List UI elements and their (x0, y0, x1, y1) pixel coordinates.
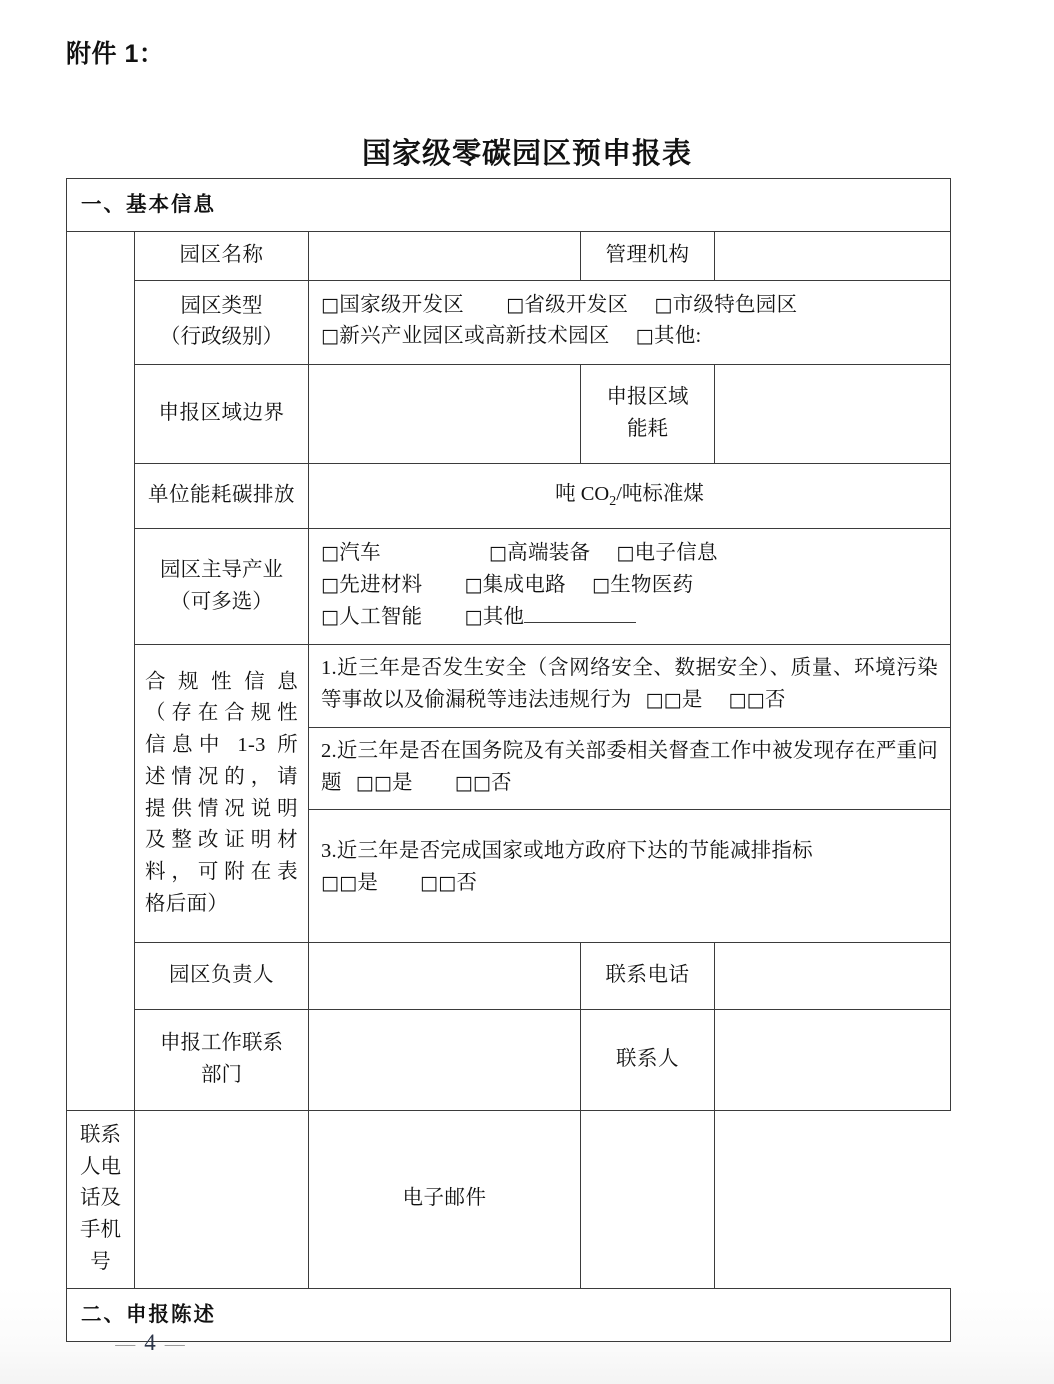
question-3-number: 3. (321, 840, 337, 863)
checkbox-park-type-other[interactable]: □ (635, 325, 654, 348)
table-row (67, 942, 951, 1009)
field-label-email: 电子邮件 (309, 1110, 581, 1288)
page-number (0, 1330, 300, 1356)
question-1-text: 近三年是否发生安全（含网络安全、数据安全）、质量、环境污染等事故以及偷漏税等违法违规行为 (321, 657, 938, 712)
table-row (67, 1110, 951, 1288)
unit-carbon-value-prefix: 吨 CO (555, 483, 610, 506)
field-label-park-leader: 园区负责人 (135, 942, 309, 1009)
input-admin-org[interactable] (715, 231, 951, 280)
option-label-park-type-national: 国家级开发区 (339, 293, 465, 316)
page-number-dash-right: — (164, 1333, 185, 1355)
field-label-area-boundary: 申报区域边界 (135, 365, 309, 464)
option-label-industry-electronic-info: 电子信息 (634, 542, 718, 565)
park-type-options-row2 (321, 321, 938, 353)
checkbox-q3-yes-a[interactable]: □ (321, 872, 340, 895)
table-row (67, 464, 951, 529)
lead-industry-options-row1 (321, 538, 938, 570)
lead-industry-options-row3 (321, 602, 938, 634)
input-email[interactable] (581, 1110, 715, 1288)
option-label-industry-integrated-circuit: 集成电路 (482, 573, 566, 596)
checkbox-q3-no-a[interactable]: □ (420, 872, 439, 895)
checkbox-q2-no-b[interactable]: □ (472, 771, 492, 794)
page-title: 国家级零碳园区预申报表 (361, 138, 692, 170)
checkbox-q2-no-a[interactable]: □ (454, 771, 473, 794)
checkbox-q1-yes-b[interactable]: □ (663, 689, 682, 712)
question-3-line2 (321, 868, 938, 900)
park-type-options-row1 (321, 290, 938, 322)
checkbox-q3-yes-b[interactable]: □ (339, 872, 358, 895)
compliance-label-line: （存在合规性 (145, 702, 298, 725)
option-label-industry-high-end-equipment: 高端装备 (507, 542, 591, 565)
page-number-value: 4 (144, 1330, 156, 1355)
checkbox-industry-other[interactable]: □ (464, 605, 483, 628)
lead-industry-options (309, 529, 951, 645)
checkbox-industry-ai[interactable]: □ (321, 605, 340, 628)
question-1-no-label: 否 (764, 689, 786, 712)
input-industry-other[interactable] (524, 605, 636, 623)
table-row (67, 1009, 951, 1110)
field-label-contact-tel (67, 1110, 135, 1288)
compliance-question-2 (309, 727, 951, 810)
input-area-boundary[interactable] (309, 365, 581, 464)
input-contact-person[interactable] (715, 1009, 951, 1110)
compliance-label-line: 及整改证明材 (145, 829, 298, 852)
option-label-industry-advanced-materials: 先进材料 (339, 573, 423, 596)
question-2-no-label: 否 (491, 771, 512, 794)
input-park-leader[interactable] (309, 942, 581, 1009)
checkbox-industry-automobile[interactable]: □ (321, 542, 340, 565)
field-label-area-energy (581, 365, 715, 464)
checkbox-park-type-emerging[interactable]: □ (321, 325, 340, 348)
left-spacer-cell (67, 231, 135, 1110)
unit-carbon-value-suffix: /吨标准煤 (616, 483, 704, 506)
field-label-park-type (135, 280, 309, 365)
section-heading-statement: 二、申报陈述 (67, 1288, 951, 1341)
question-2-number: 2. (321, 739, 337, 762)
input-contact-tel[interactable] (135, 1110, 309, 1288)
lead-industry-options-row2 (321, 570, 938, 602)
option-label-park-type-provincial: 省级开发区 (524, 293, 629, 316)
field-label-declare-dept-line1: 申报工作联系 (160, 1032, 283, 1055)
question-2-text: 近三年是否在国务院及有关部委相关督查工作中被发现存在严重问题 (321, 739, 938, 794)
option-label-industry-biomedicine: 生物医药 (610, 573, 694, 596)
checkbox-q2-yes-a[interactable]: □ (355, 771, 374, 794)
field-label-lead-industry-line2: （可多选） (170, 590, 273, 613)
option-label-industry-other: 其他 (482, 605, 525, 628)
field-label-compliance (135, 645, 309, 943)
option-label-park-type-emerging: 新兴产业园区或高新技术园区 (339, 325, 610, 348)
field-label-declare-dept-line2: 部门 (201, 1063, 242, 1086)
compliance-label-line: 述情况的，请 (145, 765, 298, 788)
field-label-contact-tel-line1: 联系人电话及 (80, 1123, 121, 1210)
question-3-yes-label: 是 (357, 872, 379, 895)
field-label-park-name: 园区名称 (135, 231, 309, 280)
compliance-question-1 (309, 645, 951, 728)
checkbox-industry-biomedicine[interactable]: □ (591, 573, 611, 596)
field-label-contact-phone: 联系电话 (581, 942, 715, 1009)
compliance-label-line: 料，可附在表 (145, 861, 298, 884)
table-row (67, 231, 951, 280)
field-label-area-energy-line2: 能耗 (627, 418, 668, 441)
unit-carbon-value-subscript: 2 (609, 494, 617, 510)
checkbox-park-type-municipal[interactable]: □ (654, 293, 673, 316)
table-row (67, 179, 951, 232)
field-label-park-type-line1: 园区类型 (180, 294, 263, 317)
field-label-lead-industry-line1: 园区主导产业 (160, 558, 283, 581)
compliance-label-line: 格后面） (145, 892, 229, 915)
checkbox-q3-no-b[interactable]: □ (438, 872, 457, 895)
table-row (67, 365, 951, 464)
question-3-line1 (321, 836, 938, 868)
form-table (66, 178, 951, 1342)
attachment-label: 附件 1： (66, 40, 165, 68)
table-row (67, 645, 951, 728)
input-contact-phone[interactable] (715, 942, 951, 1009)
option-label-park-type-other: 其他: (653, 325, 702, 348)
question-1-yes-label: 是 (681, 689, 703, 712)
checkbox-park-type-national[interactable]: □ (321, 293, 340, 316)
checkbox-q1-no-b[interactable]: □ (746, 689, 765, 712)
compliance-label-line: 合规性信息 (145, 670, 298, 693)
question-3-text: 近三年是否完成国家或地方政府下达的节能减排指标 (336, 840, 813, 863)
option-label-industry-automobile: 汽车 (339, 542, 381, 565)
field-label-contact-tel-line2: 手机号 (80, 1219, 121, 1274)
compliance-label-line: 提供情况说明 (145, 797, 298, 820)
input-area-energy[interactable] (715, 365, 951, 464)
page-number-dash-left: — (115, 1333, 136, 1355)
checkbox-industry-integrated-circuit[interactable]: □ (464, 573, 483, 596)
field-label-unit-carbon: 单位能耗碳排放 (135, 464, 309, 529)
checkbox-industry-high-end-equipment[interactable]: □ (488, 542, 508, 565)
checkbox-q1-no-a[interactable]: □ (728, 689, 747, 712)
field-label-admin-org: 管理机构 (581, 231, 715, 280)
park-type-options (309, 280, 951, 365)
field-label-declare-dept (135, 1009, 309, 1110)
input-park-name[interactable] (309, 231, 581, 280)
field-label-park-type-line2: （行政级别） (160, 326, 283, 349)
option-label-park-type-municipal: 市级特色园区 (672, 293, 798, 316)
field-label-area-energy-line1: 申报区域 (606, 386, 689, 409)
field-label-contact-person: 联系人 (581, 1009, 715, 1110)
question-3-no-label: 否 (456, 872, 478, 895)
table-row (67, 529, 951, 645)
option-label-industry-ai: 人工智能 (339, 605, 423, 628)
checkbox-park-type-provincial[interactable]: □ (506, 293, 525, 316)
compliance-question-3 (309, 810, 951, 943)
checkbox-q1-yes-a[interactable]: □ (645, 689, 664, 712)
question-1-number: 1. (321, 657, 337, 680)
checkbox-industry-advanced-materials[interactable]: □ (321, 573, 340, 596)
section-heading-basic: 一、基本信息 (67, 179, 951, 232)
declaration-form (66, 178, 950, 1342)
compliance-label-line: 信息中 1-3 所 (145, 734, 298, 757)
checkbox-q2-yes-b[interactable]: □ (373, 771, 393, 794)
input-declare-dept[interactable] (309, 1009, 581, 1110)
input-unit-carbon[interactable] (309, 464, 951, 529)
checkbox-industry-electronic-info[interactable]: □ (616, 542, 635, 565)
question-2-yes-label: 是 (392, 771, 413, 794)
field-label-lead-industry (135, 529, 309, 645)
table-row (67, 280, 951, 365)
